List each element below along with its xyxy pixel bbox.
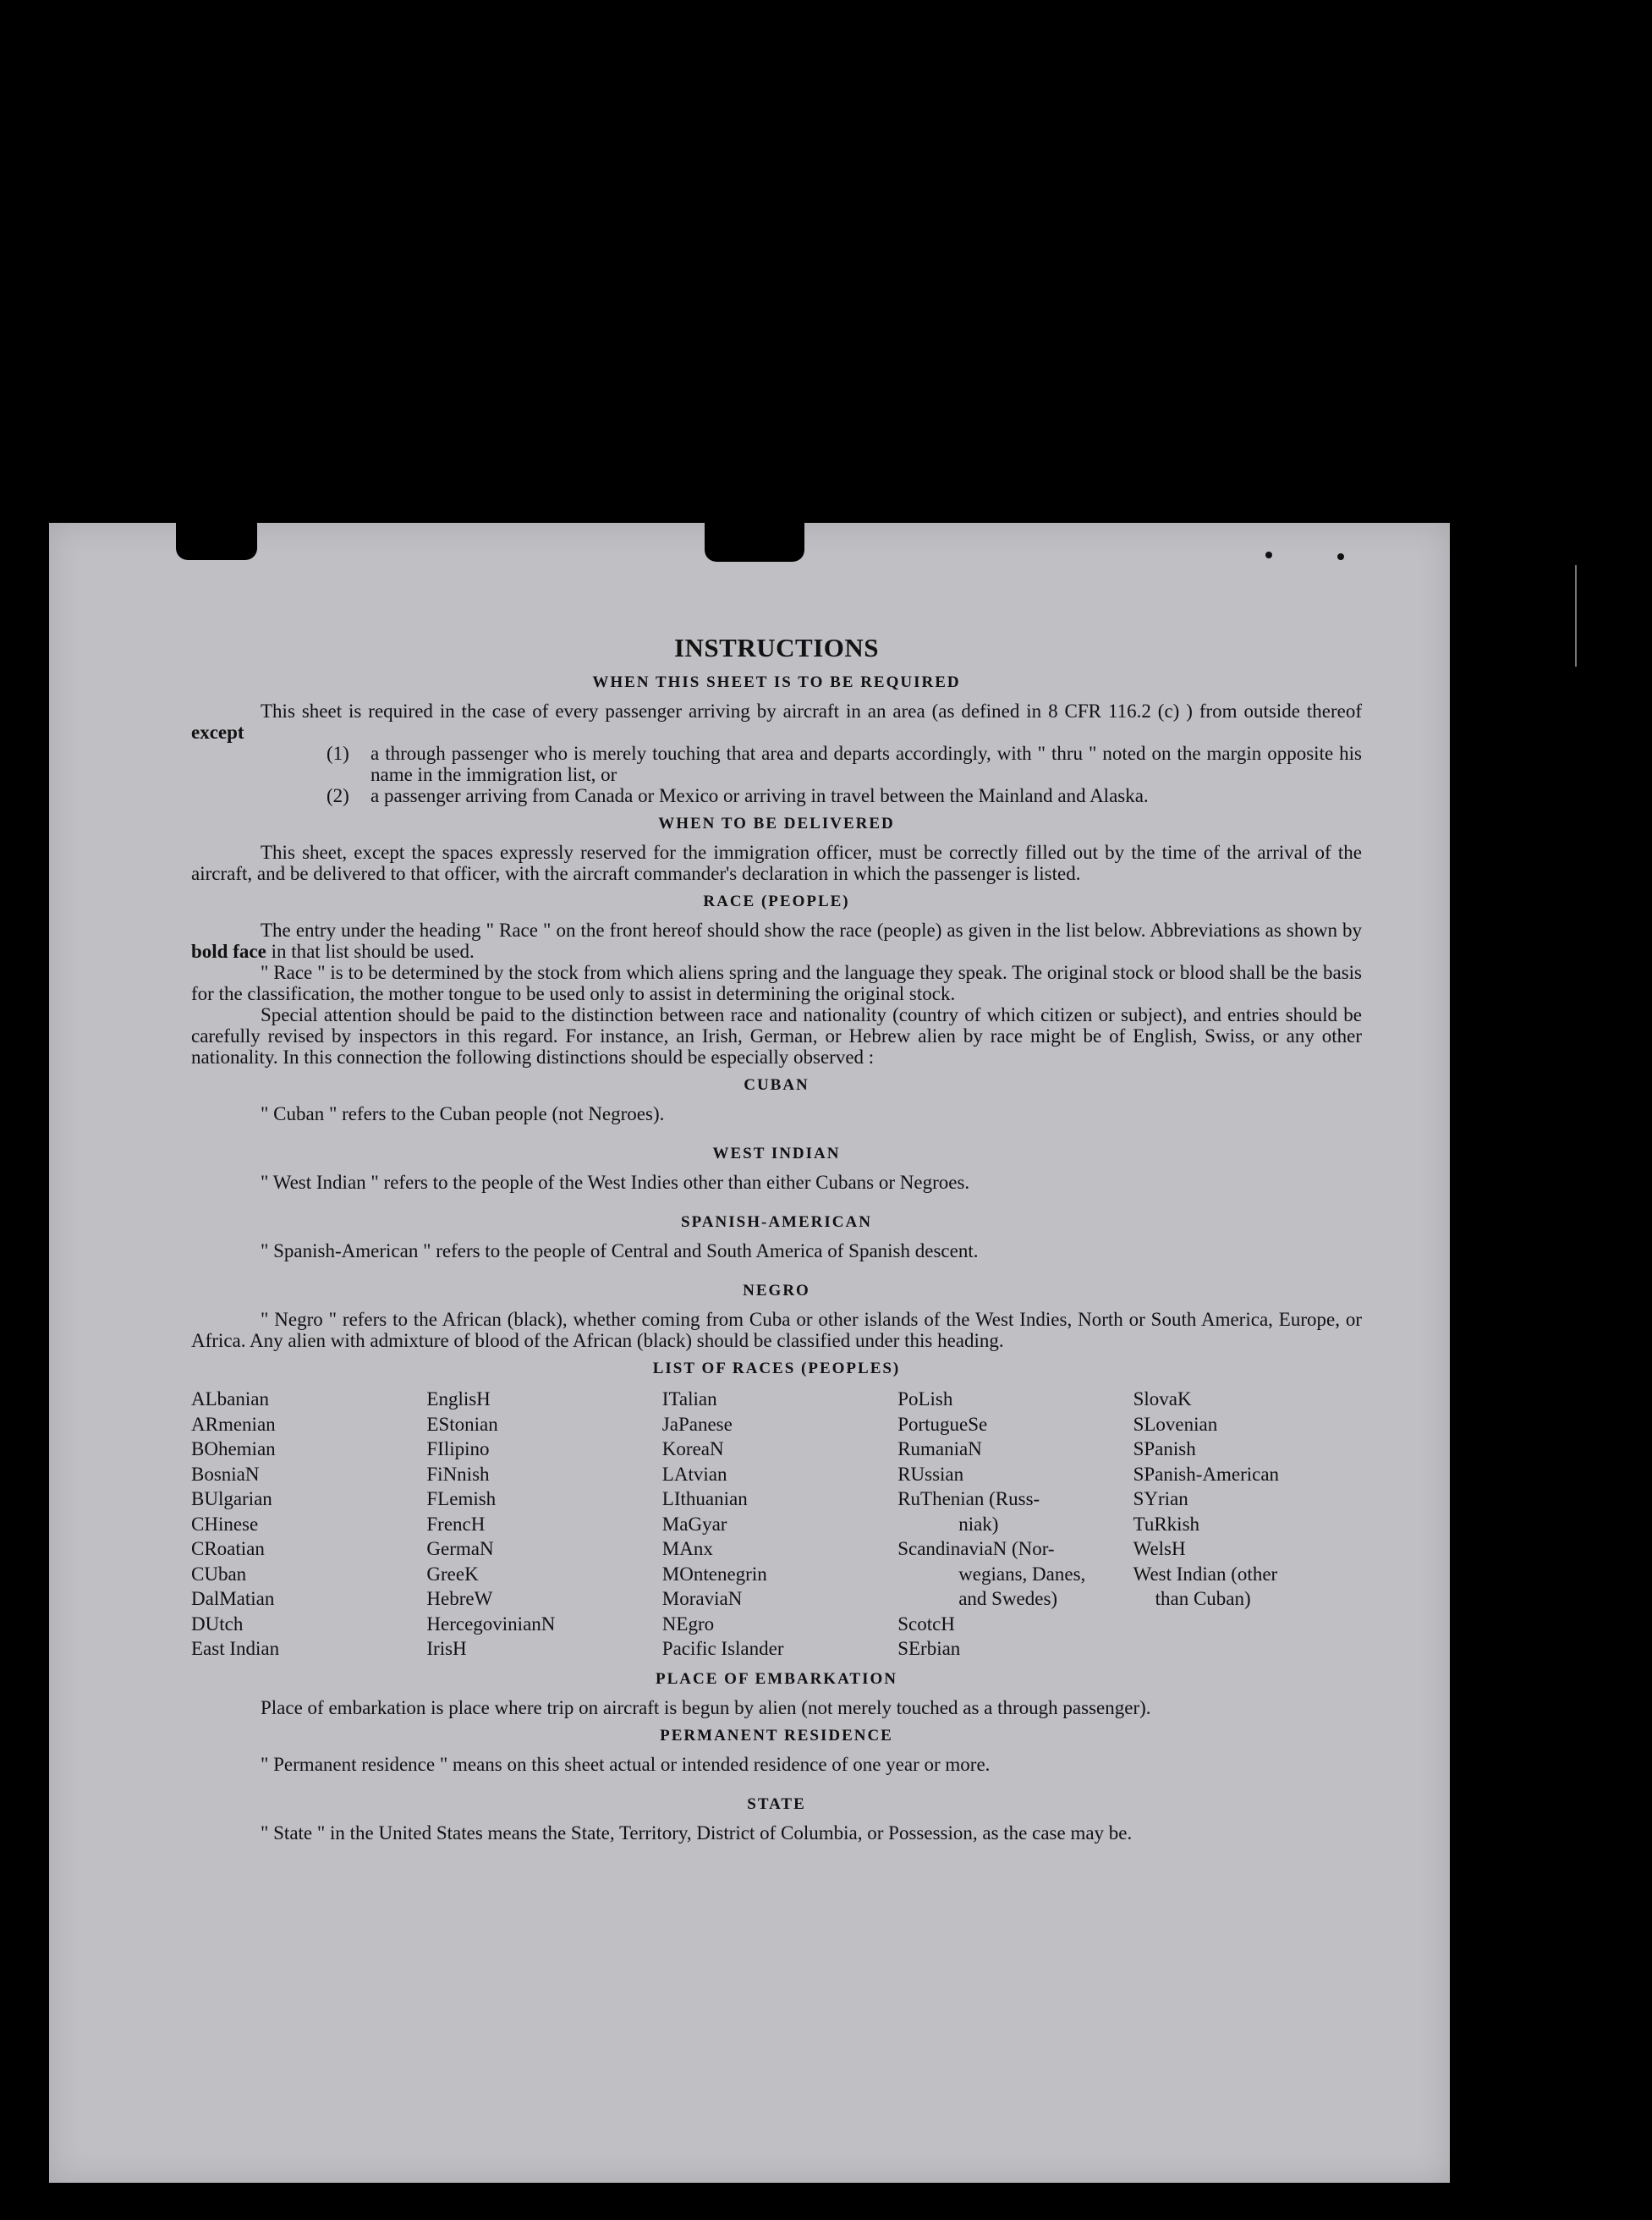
place-of-embarkation-paragraph: Place of embarkation is place where trip on aircraft is begun by alien (not merely touched as a through passenger). bbox=[261, 1696, 1151, 1718]
punch-hole bbox=[1265, 552, 1272, 558]
section-heading-spanish-american: SPANISH-AMERICAN bbox=[681, 1213, 872, 1231]
race-item: PortugueSe bbox=[897, 1413, 988, 1435]
race-item: EStonian bbox=[426, 1413, 498, 1435]
race-item: TuRkish bbox=[1133, 1513, 1200, 1535]
race-item-continuation: wegians, Danes, bbox=[958, 1563, 1086, 1585]
race-item: ScandinaviaN (Nor- bbox=[897, 1538, 1055, 1559]
film-edge-mark bbox=[1575, 565, 1577, 667]
page-title: INSTRUCTIONS bbox=[673, 633, 879, 662]
instructions-content bbox=[191, 633, 1362, 1844]
race-item: BosniaN bbox=[191, 1463, 260, 1485]
race-item: MoraviaN bbox=[661, 1588, 743, 1609]
race-item: RuThenian (Russ- bbox=[897, 1488, 1040, 1509]
exception-item-1: (1) a through passenger who is merely touching that area and departs accordingly, with " thru " noted on the margin opposite his name in the immigration list, or bbox=[327, 743, 1362, 785]
spanish-american-paragraph: " Spanish-American " refers to the people of Central and South America of Spanish descent. bbox=[261, 1240, 979, 1261]
race-item: SLovenian bbox=[1133, 1413, 1218, 1435]
race-item: MaGyar bbox=[661, 1513, 727, 1535]
race-item: NEgro bbox=[661, 1613, 715, 1635]
race-item: FIlipino bbox=[426, 1438, 490, 1459]
race-item: HebreW bbox=[426, 1588, 493, 1609]
races-column bbox=[662, 1387, 891, 1662]
race-item: RumaniaN bbox=[897, 1438, 982, 1459]
race-item: KoreaN bbox=[661, 1438, 724, 1459]
race-paragraph-1: The entry under the heading " Race " on the front hereof should show the race (people) as given in the list below. Abbreviations as shown by bold face in that list should be used. bbox=[191, 920, 1362, 962]
race-item: DUtch bbox=[191, 1613, 244, 1635]
race-item: SPanish-American bbox=[1133, 1463, 1280, 1485]
race-item: ARmenian bbox=[191, 1413, 276, 1435]
binding-notch bbox=[176, 523, 257, 560]
section-heading-place-of-embarkation: PLACE OF EMBARKATION bbox=[656, 1669, 897, 1688]
when-required-paragraph: This sheet is required in the case of every passenger arriving by aircraft in an area (as defined in 8 CFR 116.2 (c) ) from outside thereof except bbox=[191, 701, 1362, 743]
races-column bbox=[1133, 1387, 1362, 1662]
race-item: SlovaK bbox=[1133, 1388, 1192, 1409]
race-item: FLemish bbox=[426, 1488, 497, 1509]
race-item: FiNnish bbox=[426, 1463, 490, 1485]
race-item: SYrian bbox=[1133, 1488, 1188, 1509]
document-page bbox=[49, 523, 1450, 2183]
race-item: East Indian bbox=[191, 1638, 280, 1659]
race-item-continuation: than Cuban) bbox=[1155, 1588, 1251, 1609]
section-heading-cuban: CUBAN bbox=[744, 1076, 810, 1094]
state-paragraph: " State " in the United States means the State, Territory, District of Columbia, or Possession, as the case may be. bbox=[261, 1822, 1133, 1844]
race-item: BOhemian bbox=[191, 1438, 276, 1459]
cuban-paragraph: " Cuban " refers to the Cuban people (not Negroes). bbox=[261, 1103, 665, 1124]
race-item: PoLish bbox=[897, 1388, 953, 1409]
punch-hole bbox=[1337, 553, 1344, 560]
section-heading-west-indian: WEST INDIAN bbox=[712, 1145, 841, 1162]
race-item: ITalian bbox=[661, 1388, 717, 1409]
races-list bbox=[191, 1387, 1362, 1662]
when-delivered-paragraph: This sheet, except the spaces expressly reserved for the immigration officer, must be correctly filled out by the time of the arrival of the aircraft, and be delivered to that officer, with the aircraft commander's declaration in which the passenger is listed. bbox=[191, 842, 1362, 884]
race-item: CRoatian bbox=[191, 1538, 265, 1559]
race-item: HercegovinianN bbox=[426, 1613, 556, 1635]
race-item: RUssian bbox=[897, 1463, 964, 1485]
races-column bbox=[426, 1387, 655, 1662]
section-heading-when-delivered: WHEN TO BE DELIVERED bbox=[658, 815, 895, 832]
section-heading-when-required: WHEN THIS SHEET IS TO BE REQUIRED bbox=[592, 673, 961, 691]
binding-notch bbox=[705, 523, 804, 562]
section-heading-permanent-residence: PERMANENT RESIDENCE bbox=[660, 1726, 893, 1745]
race-item: DalMatian bbox=[191, 1588, 275, 1609]
races-column bbox=[897, 1387, 1126, 1662]
section-heading-negro: NEGRO bbox=[743, 1282, 810, 1300]
race-item: LAtvian bbox=[661, 1463, 727, 1485]
section-heading-state: STATE bbox=[747, 1794, 806, 1813]
race-item: GreeK bbox=[426, 1563, 479, 1585]
race-item: WelsH bbox=[1133, 1538, 1186, 1559]
negro-paragraph: " Negro " refers to the African (black), whether coming from Cuba or other islands of the West Indies, North or South America, Europe, or Africa. Any alien with admixture of blood of the African (black) should be classified under this heading. bbox=[191, 1309, 1362, 1351]
race-item: FrencH bbox=[426, 1513, 486, 1535]
race-item: SErbian bbox=[897, 1638, 961, 1659]
west-indian-paragraph: " West Indian " refers to the people of the West Indies other than either Cubans or Negroes. bbox=[261, 1172, 970, 1193]
race-item: BUlgarian bbox=[191, 1488, 272, 1509]
race-item: JaPanese bbox=[661, 1413, 733, 1435]
permanent-residence-paragraph: " Permanent residence " means on this sheet actual or intended residence of one year or more. bbox=[261, 1753, 991, 1775]
race-item: Pacific Islander bbox=[661, 1638, 784, 1659]
race-item-continuation: niak) bbox=[958, 1513, 999, 1535]
race-item: IrisH bbox=[426, 1638, 467, 1659]
race-item: LIthuanian bbox=[661, 1488, 748, 1509]
races-column bbox=[191, 1387, 420, 1662]
race-paragraph-2: " Race " is to be determined by the stock from which aliens spring and the language they speak. The original stock or blood shall be the basis for the classification, the mother tongue to be used only to assist in determining the original stock. bbox=[191, 962, 1362, 1004]
race-paragraph-3: Special attention should be paid to the distinction between race and nationality (country of which citizen or subject), and entries should be carefully revised by inspectors in this regard. For instance, an Irish, German, or Hebrew alien by race might be of English, Swiss, or any other nationality. In this connection the following distinctions should be especially observed : bbox=[191, 1004, 1362, 1068]
race-item-continuation: and Swedes) bbox=[958, 1588, 1058, 1609]
race-item: CHinese bbox=[191, 1513, 259, 1535]
race-item: CUban bbox=[191, 1563, 247, 1585]
section-heading-race: RACE (PEOPLE) bbox=[703, 893, 850, 910]
race-item: MAnx bbox=[661, 1538, 713, 1559]
race-item: SPanish bbox=[1133, 1438, 1196, 1459]
race-item: West Indian (other bbox=[1133, 1563, 1278, 1585]
race-item: EnglisH bbox=[426, 1388, 491, 1409]
race-item: MOntenegrin bbox=[661, 1563, 767, 1585]
race-item: ScotcH bbox=[897, 1613, 955, 1635]
section-heading-list-of-races: LIST OF RACES (PEOPLES) bbox=[652, 1360, 901, 1377]
exception-item-2: (2) a passenger arriving from Canada or Mexico or arriving in travel between the Mainland and Alaska. bbox=[327, 785, 1149, 806]
race-item: ALbanian bbox=[191, 1388, 269, 1409]
race-item: GermaN bbox=[426, 1538, 494, 1559]
